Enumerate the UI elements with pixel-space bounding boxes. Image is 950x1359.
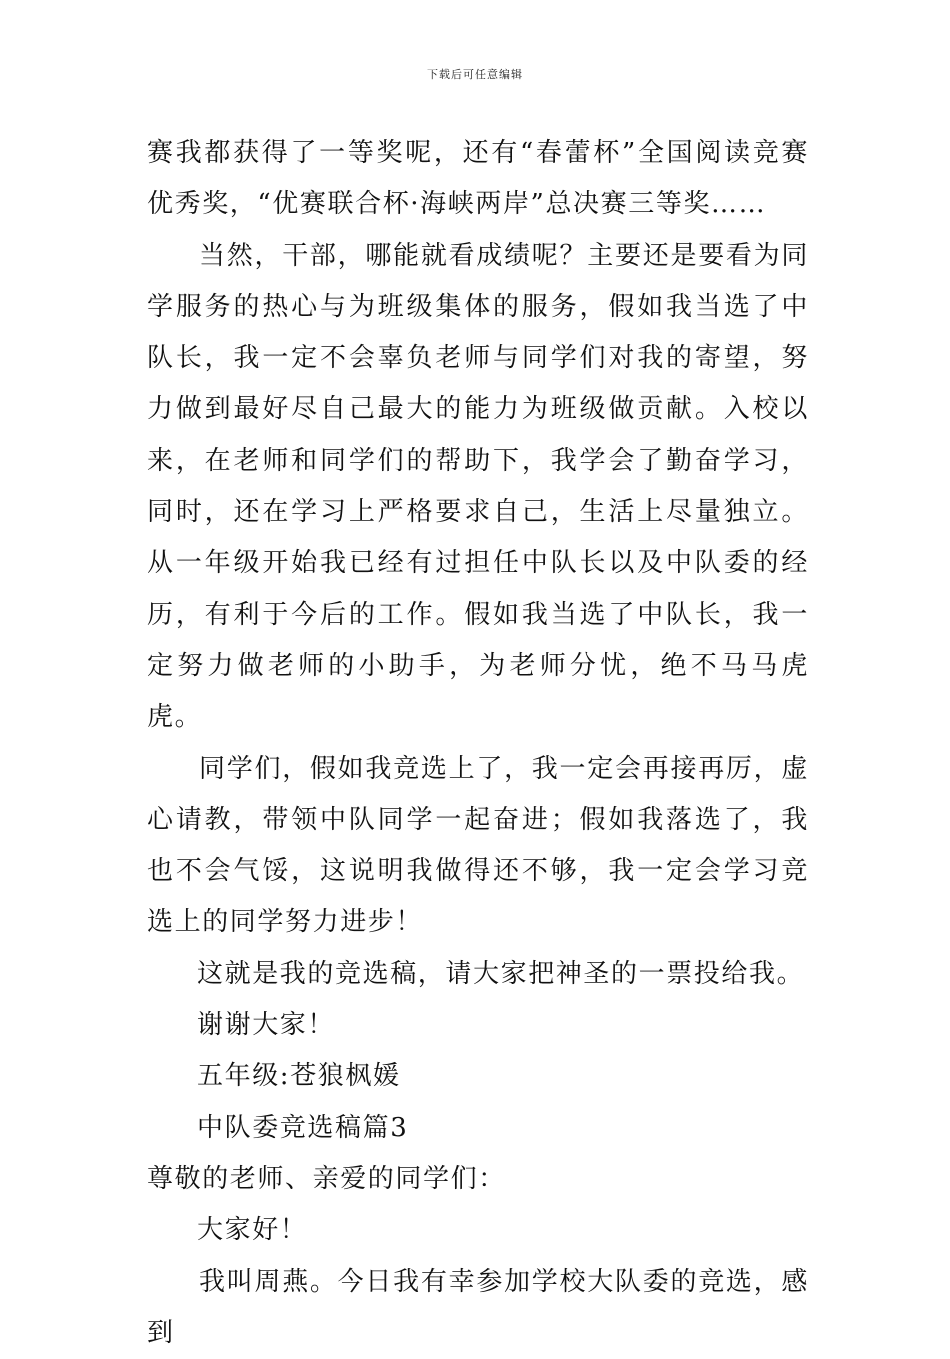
greeting: 大家好！	[197, 1215, 308, 1246]
page-header-note: 下载后可任意编辑	[427, 68, 523, 81]
paragraph-awards-continued: 赛我都获得了一等奖呢，还有“春蕾杯”全国阅读竞赛优秀奖，“优赛联合杯·海峡两岸”总决赛三等奖……	[147, 138, 810, 220]
paragraph-vote-request: 这就是我的竞选稿，请大家把神圣的一票投给我。	[197, 958, 805, 989]
paragraph-outcome-attitude: 同学们，假如我竞选上了，我一定会再接再厉，虚心请教，带领中队同学一起奋进；假如我落选了，我也不会气馁，这说明我做得还不够，我一定会学习竞选上的同学努力进步！	[147, 753, 809, 938]
paragraph-signature: 五年级:苍狼枫媛	[197, 1061, 401, 1092]
document-body	[147, 128, 809, 1359]
paragraph-service-commitment: 当然，干部，哪能就看成绩呢？主要还是要看为同学服务的热心与为班级集体的服务，假如我当选了中队长，我一定不会辜负老师与同学们对我的寄望，努力做到最好尽自己最大的能力为班级做贡献。入校以来，在老师和同学们的帮助下，我学会了勤奋学习，同时，还在学习上严格要求自己，生活上尽量独立。从一年级开始我已经有过担任中队长以及中队委的经历，有利于今后的工作。假如我当选了中队长，我一定努力做老师的小助手，为老师分忧，绝不马马虎虎。	[147, 240, 809, 733]
paragraph-introduction: 我叫周燕。今日我有幸参加学校大队委的竞选，感到	[147, 1266, 809, 1348]
section-title: 中队委竞选稿篇3	[197, 1112, 409, 1143]
salutation: 尊敬的老师、亲爱的同学们：	[147, 1163, 506, 1194]
paragraph-thanks: 谢谢大家！	[197, 1010, 336, 1041]
